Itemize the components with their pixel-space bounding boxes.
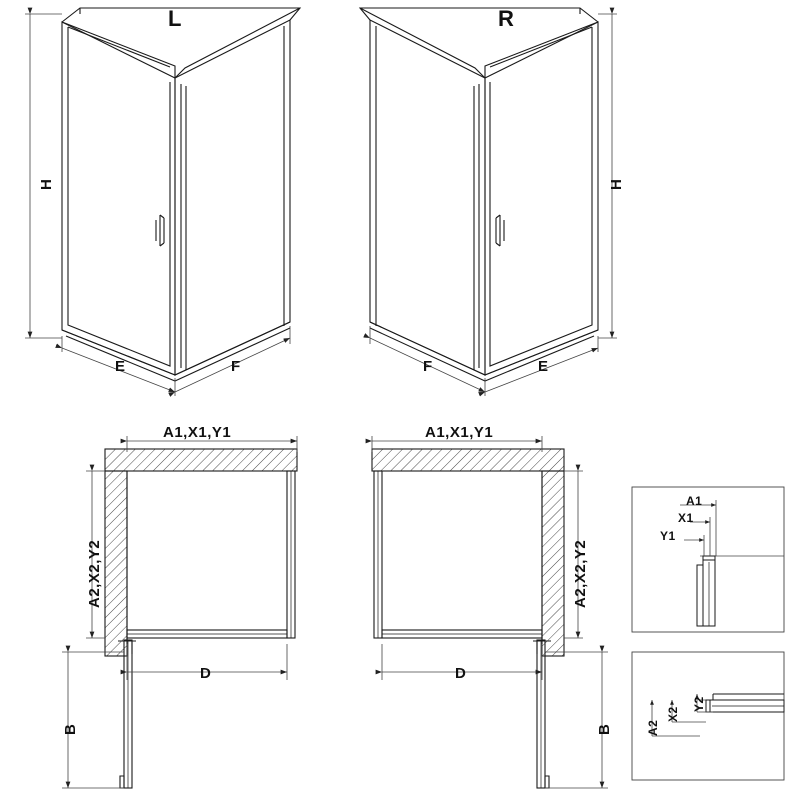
iso-view-left	[62, 8, 300, 381]
iso-left-width-e: E	[115, 358, 126, 375]
iso-left-dimensions	[25, 14, 290, 396]
plan-view-left	[105, 449, 297, 788]
plan-right-top-dim: A1,X1,Y1	[425, 424, 494, 441]
plan-left-door-dim: B	[62, 723, 79, 735]
detail-bottom-label-x2: X2	[666, 706, 680, 722]
plan-left-inner-dim: D	[200, 665, 212, 682]
detail-bottom-label-y2: Y2	[692, 696, 706, 712]
detail-top-dimensions	[680, 500, 716, 556]
detail-view-top	[632, 487, 784, 632]
iso-right-width-e: E	[538, 358, 549, 375]
detail-top-label-y1: Y1	[660, 529, 676, 543]
detail-top-label-a1: A1	[686, 494, 703, 508]
iso-right-title: R	[498, 6, 515, 31]
plan-right-side-dim: A2,X2,Y2	[572, 539, 589, 608]
iso-right-width-f: F	[423, 358, 433, 375]
plan-left-top-dim: A1,X1,Y1	[163, 424, 232, 441]
iso-left-title: L	[168, 6, 182, 31]
plan-left-side-dim: A2,X2,Y2	[86, 539, 103, 608]
iso-view-right	[360, 8, 598, 381]
plan-right-dimensions	[372, 436, 608, 788]
plan-right-inner-dim: D	[455, 665, 467, 682]
plan-left-dimensions	[62, 436, 297, 788]
detail-bottom-label-a2: A2	[646, 719, 660, 736]
iso-left-height-label: H	[38, 178, 55, 190]
iso-left-width-f: F	[231, 358, 241, 375]
plan-view-right	[372, 449, 564, 788]
detail-top-label-x1: X1	[678, 511, 694, 525]
detail-view-bottom	[632, 652, 784, 780]
plan-right-door-dim: B	[596, 723, 613, 735]
iso-right-height-label: H	[608, 178, 625, 190]
